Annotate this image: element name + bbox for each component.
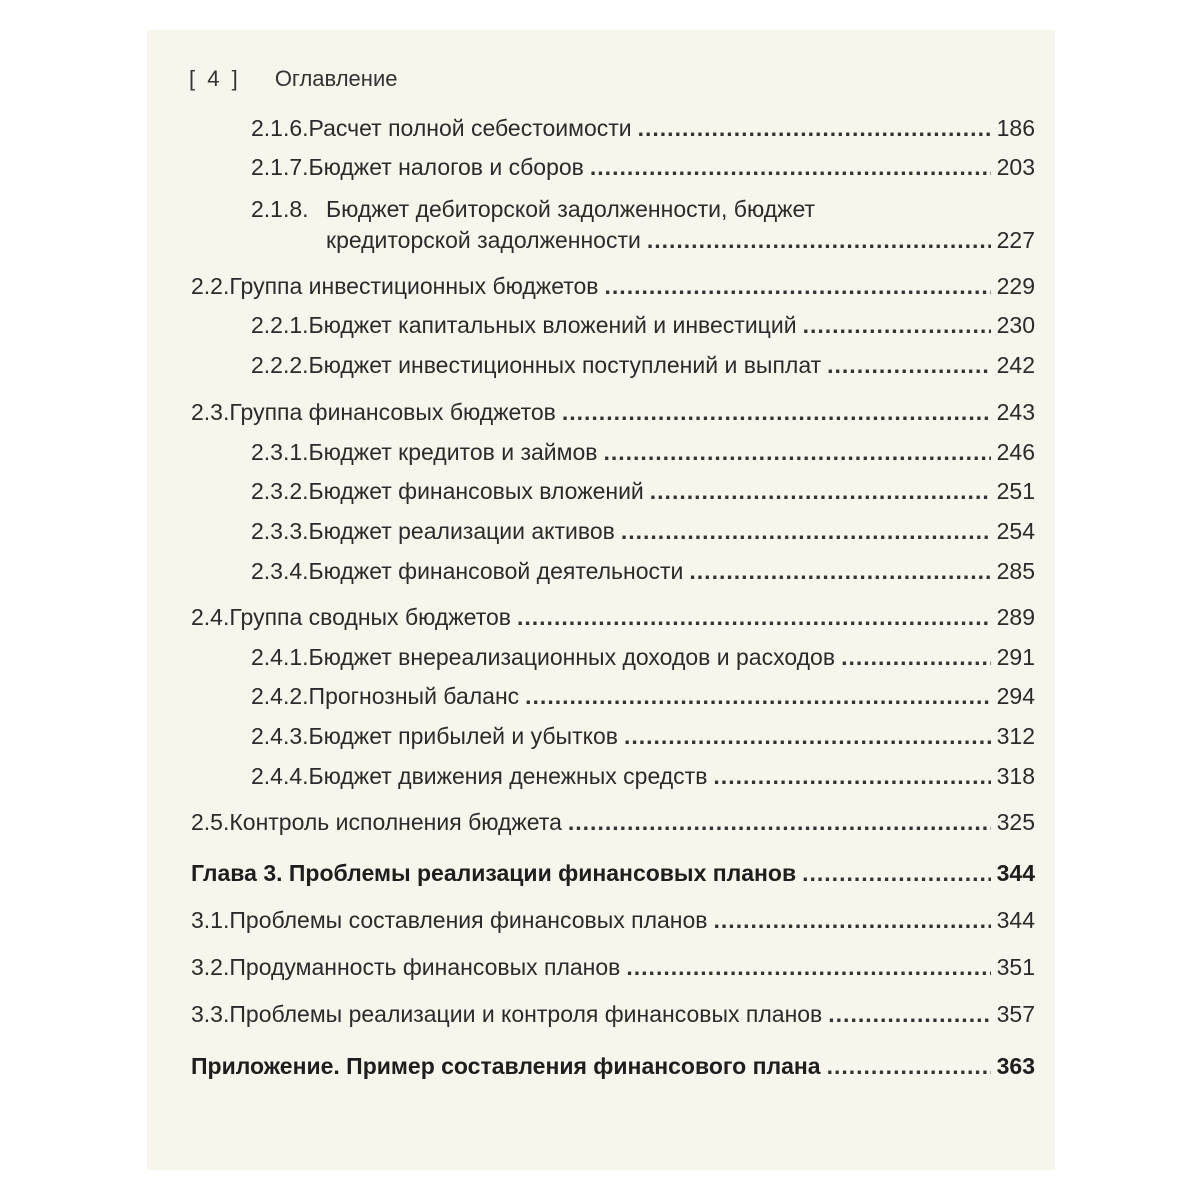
entry-page: 230 [996, 312, 1035, 338]
entry-number: 2.3.2. [251, 478, 309, 504]
toc-entry [251, 476, 1035, 506]
entry-page: 186 [996, 115, 1035, 141]
entry-number: 2.4.3. [251, 723, 309, 749]
entry-number: 3.1. [191, 907, 230, 933]
entry-page: 312 [996, 723, 1035, 749]
entry-page: 325 [996, 809, 1035, 835]
toc-entry [191, 602, 1035, 632]
entry-number: 2.1.6. [251, 115, 309, 141]
entry-page: 357 [996, 1001, 1035, 1027]
leader-dots [714, 905, 991, 935]
entry-page: 318 [996, 763, 1035, 789]
entry-title: Бюджет финансовой деятельности [308, 558, 684, 584]
page-number: [ 4 ] [189, 66, 241, 91]
toc-entry [191, 397, 1035, 427]
entry-number: 2.3.3. [251, 518, 309, 544]
entry-page: 363 [996, 1053, 1035, 1079]
entry-title: Бюджет налогов и сборов [308, 154, 584, 180]
leader-dots [590, 152, 991, 182]
entry-number: 2.4. [191, 604, 230, 630]
entry-title: Бюджет прибылей и убытков [308, 723, 618, 749]
toc-appendix [191, 1051, 1035, 1081]
entry-page: 291 [996, 644, 1035, 670]
entry-title-continued: кредиторской задолженности [326, 227, 641, 253]
toc-entry [191, 999, 1035, 1029]
leader-dots [626, 952, 990, 982]
leader-dots [689, 556, 990, 586]
entry-title: Бюджет реализации активов [308, 518, 615, 544]
entry-title: Продуманность финансовых планов [229, 954, 621, 980]
entry-number: 2.1.8. [251, 196, 309, 222]
leader-dots [827, 1051, 991, 1081]
book-page [147, 30, 1055, 1170]
toc-entry [251, 642, 1035, 672]
entry-page: 285 [996, 558, 1035, 584]
entry-title: Бюджет финансовых вложений [308, 478, 644, 504]
leader-dots [802, 858, 991, 888]
entry-number: 2.3.1. [251, 439, 309, 465]
leader-dots [828, 999, 990, 1029]
entry-page: 227 [996, 227, 1035, 253]
entry-title: Бюджет капитальных вложений и инвестиций [308, 312, 797, 338]
leader-dots [827, 350, 990, 380]
leader-dots [803, 310, 991, 340]
entry-title: Проблемы составления финансовых планов [229, 907, 708, 933]
leader-dots [650, 476, 991, 506]
entry-page: 246 [996, 439, 1035, 465]
leader-dots [605, 271, 991, 301]
leader-dots [713, 761, 990, 791]
entry-title: Бюджет инвестиционных поступлений и выплат [308, 352, 822, 378]
entry-number: 2.4.2. [251, 683, 309, 709]
leader-dots [568, 807, 991, 837]
leader-dots [517, 602, 991, 632]
entry-title: Группа сводных бюджетов [229, 604, 511, 630]
entry-number: 2.5. [191, 809, 230, 835]
toc-chapter [191, 858, 1035, 888]
entry-title: Бюджет движения денежных средств [308, 763, 708, 789]
running-title: Оглавление [274, 66, 398, 91]
leader-dots [525, 681, 990, 711]
entry-title: Проблемы реализации и контроля финансовых планов [229, 1001, 823, 1027]
toc-entry [251, 516, 1035, 546]
entry-page: 229 [996, 273, 1035, 299]
toc-entry [251, 721, 1035, 751]
entry-number: 3.2. [191, 954, 230, 980]
entry-page: 289 [996, 604, 1035, 630]
entry-number: 2.2. [191, 273, 230, 299]
entry-page: 344 [996, 860, 1035, 886]
leader-dots [621, 516, 991, 546]
table-of-contents [147, 30, 1055, 1170]
entry-number: 2.2.2. [251, 352, 309, 378]
toc-entry [251, 194, 1035, 224]
toc-entry [251, 310, 1035, 340]
entry-page: 203 [996, 154, 1035, 180]
leader-dots [841, 642, 991, 672]
entry-page: 351 [996, 954, 1035, 980]
entry-page: 243 [996, 399, 1035, 425]
entry-number: 2.1.7. [251, 154, 309, 180]
entry-title: Контроль исполнения бюджета [229, 809, 562, 835]
entry-number: 2.2.1. [251, 312, 309, 338]
entry-title: Прогнозный баланс [308, 683, 520, 709]
toc-entry [251, 556, 1035, 586]
leader-dots [624, 721, 991, 751]
toc-entry-continuation [326, 225, 1035, 255]
toc-entry [251, 681, 1035, 711]
entry-number: 2.4.1. [251, 644, 309, 670]
toc-entry [191, 271, 1035, 301]
toc-entry [251, 350, 1035, 380]
entry-page: 344 [996, 907, 1035, 933]
entry-title: Бюджет кредитов и займов [308, 439, 598, 465]
toc-entry [191, 807, 1035, 837]
entry-title: Группа финансовых бюджетов [229, 399, 556, 425]
toc-entry [251, 152, 1035, 182]
entry-page: 251 [996, 478, 1035, 504]
toc-entry [251, 113, 1035, 143]
entry-number: 2.3. [191, 399, 230, 425]
entry-title: Бюджет внереализационных доходов и расходов [308, 644, 836, 670]
entry-number: 2.3.4. [251, 558, 309, 584]
entry-page: 294 [996, 683, 1035, 709]
toc-entry [191, 952, 1035, 982]
leader-dots [647, 225, 991, 255]
leader-dots [562, 397, 991, 427]
leader-dots [603, 437, 990, 467]
entry-number: 2.4.4. [251, 763, 309, 789]
entry-title: Расчет полной себестоимости [308, 115, 632, 141]
entry-title: Приложение. Пример составления финансового плана [191, 1053, 821, 1079]
toc-entry [251, 437, 1035, 467]
entry-number: 3.3. [191, 1001, 230, 1027]
leader-dots [638, 113, 991, 143]
entry-title: Глава 3. Проблемы реализации финансовых планов [191, 860, 797, 886]
entry-title: Бюджет дебиторской задолженности, бюджет [326, 196, 816, 222]
entry-page: 242 [996, 352, 1035, 378]
toc-entry [191, 905, 1035, 935]
entry-page: 254 [996, 518, 1035, 544]
toc-entry [251, 761, 1035, 791]
entry-title: Группа инвестиционных бюджетов [229, 273, 599, 299]
